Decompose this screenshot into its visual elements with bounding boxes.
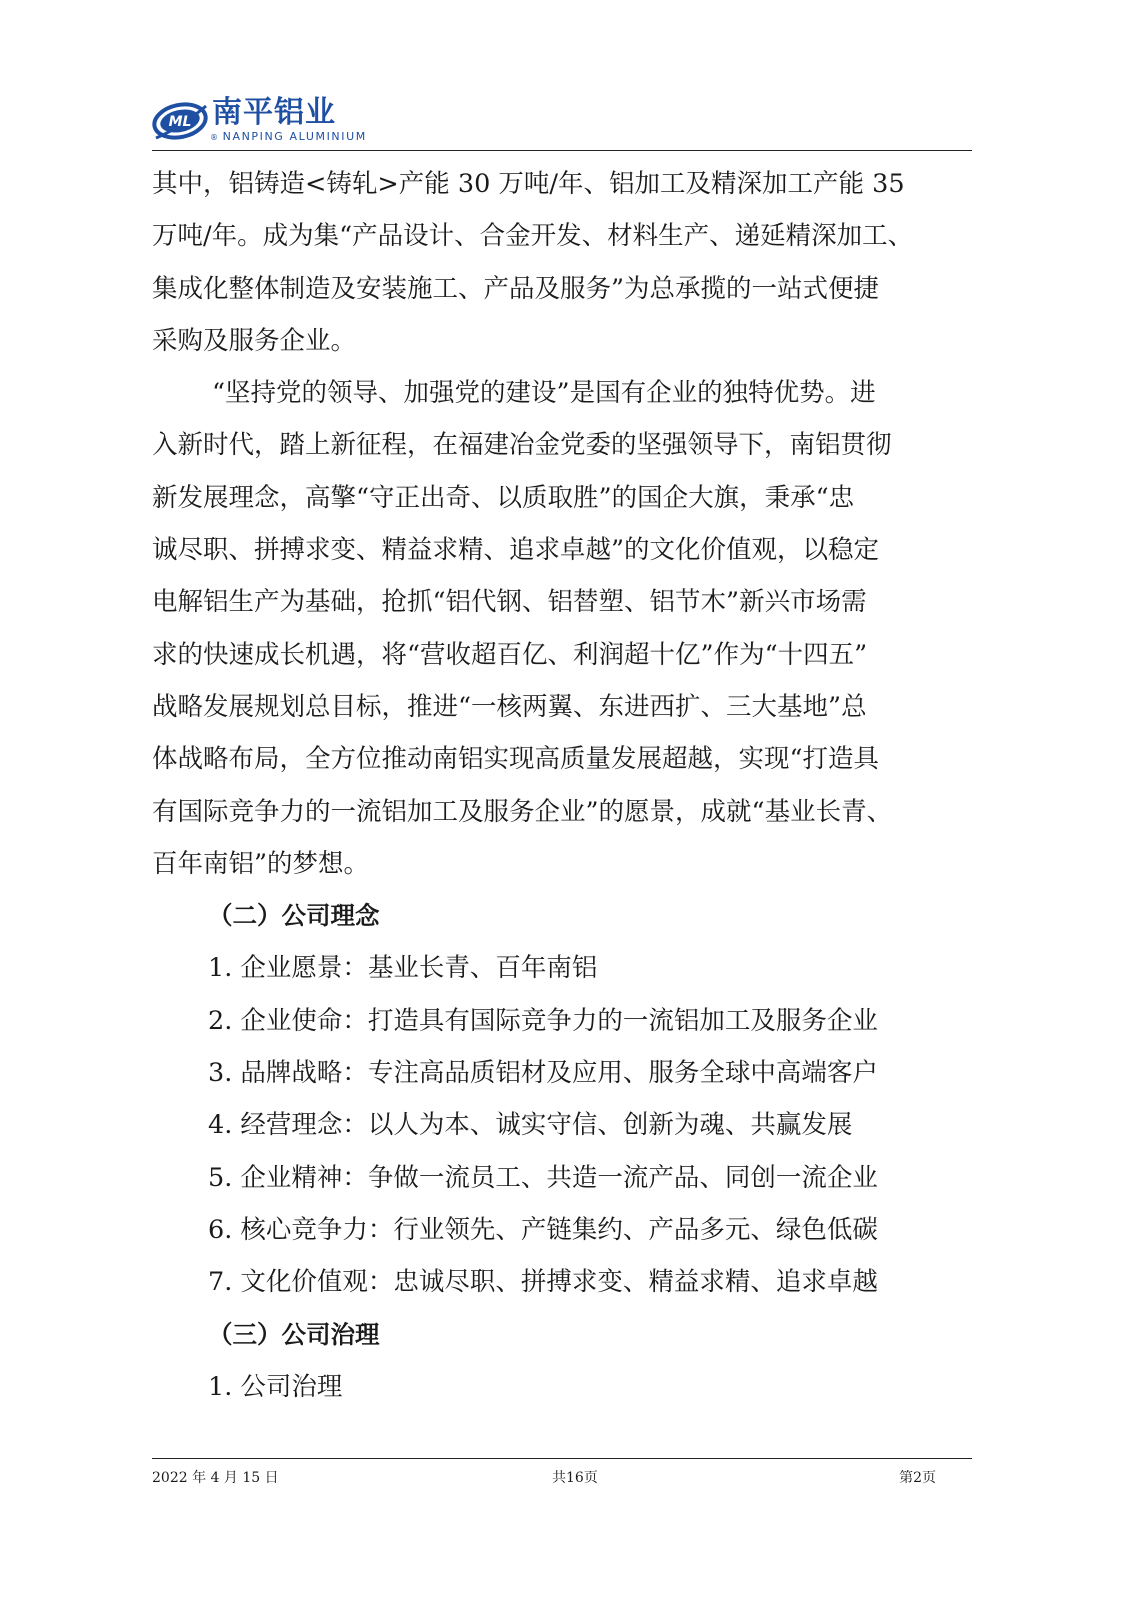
company-logo	[152, 96, 382, 146]
company-name-cn: 南平铝业	[212, 95, 336, 130]
header-divider	[152, 150, 972, 151]
section-heading-corporate-governance: （三）公司治理	[208, 1319, 380, 1349]
footer-date: 2022 年 4 月 15 日	[152, 1470, 279, 1486]
paragraph-line: 其中，铝铸造<铸轧>产能 30 万吨/年、铝加工及精深加工产能 35	[152, 169, 905, 199]
paragraph-line: 战略发展规划总目标，推进“一核两翼、东进西扩、三大基地”总	[152, 691, 867, 722]
footer-total-pages: 共16页	[552, 1470, 598, 1486]
paragraph-line: 有国际竞争力的一流铝加工及服务企业”的愿景，成就“基业长青、	[152, 796, 893, 827]
list-item: 7. 文化价值观：忠诚尽职、拼搏求变、精益求精、追求卓越	[208, 1267, 878, 1298]
paragraph-line: 电解铝生产为基础，抢抓“铝代钢、铝替塑、铝节木”新兴市场需	[152, 587, 867, 618]
company-name-en	[210, 130, 367, 144]
paragraph-line: “坚持党的领导、加强党的建设”是国有企业的独特优势。进	[212, 378, 876, 409]
paragraph-line: 入新时代，踏上新征程，在福建冶金党委的坚强领导下，南铝贯彻	[152, 430, 892, 461]
page-footer	[152, 1467, 972, 1489]
paragraph-line: 新发展理念，高擎“守正出奇、以质取胜”的国企大旗，秉承“忠	[152, 482, 855, 513]
list-item: 2. 企业使命：打造具有国际竞争力的一流铝加工及服务企业	[208, 1005, 878, 1036]
list-item: 6. 核心竞争力：行业领先、产链集约、产品多元、绿色低碳	[208, 1214, 878, 1245]
list-item: 3. 品牌战略：专注高品质铝材及应用、服务全球中高端客户	[208, 1058, 878, 1089]
paragraph-line: 诚尽职、拼搏求变、精益求精、追求卓越”的文化价值观，以稳定	[152, 535, 880, 566]
page-header	[152, 96, 972, 152]
list-item: 4. 经营理念：以人为本、诚实守信、创新为魂、共赢发展	[208, 1110, 853, 1141]
document-body	[152, 158, 972, 1413]
footer-page-number: 第2页	[899, 1470, 936, 1486]
list-item: 1. 企业愿景：基业长青、百年南铝	[208, 953, 598, 984]
footer-divider	[152, 1458, 972, 1459]
sub-item: 1. 公司治理	[208, 1371, 343, 1402]
paragraph-line: 百年南铝”的梦想。	[152, 848, 370, 879]
logo-monogram: ML	[168, 114, 192, 130]
paragraph-line: 万吨/年。成为集“产品设计、合金开发、材料生产、递延精深加工、	[152, 221, 914, 252]
paragraph-line: 采购及服务企业。	[152, 325, 357, 356]
list-item: 5. 企业精神：争做一流员工、共造一流产品、同创一流企业	[208, 1162, 878, 1193]
paragraph-line: 体战略布局，全方位推动南铝实现高质量发展超越，实现“打造具	[152, 744, 880, 775]
paragraph-line: 求的快速成长机遇，将“营收超百亿、利润超十亿”作为“十四五”	[152, 639, 868, 670]
section-heading-company-philosophy: （二）公司理念	[208, 901, 380, 931]
company-logo-mark-icon	[152, 98, 210, 144]
paragraph-line: 集成化整体制造及安装施工、产品及服务”为总承揽的一站式便捷	[152, 273, 880, 304]
company-name-en-text: NANPING ALUMINIUM	[222, 130, 367, 143]
registered-mark: ®	[210, 133, 220, 142]
